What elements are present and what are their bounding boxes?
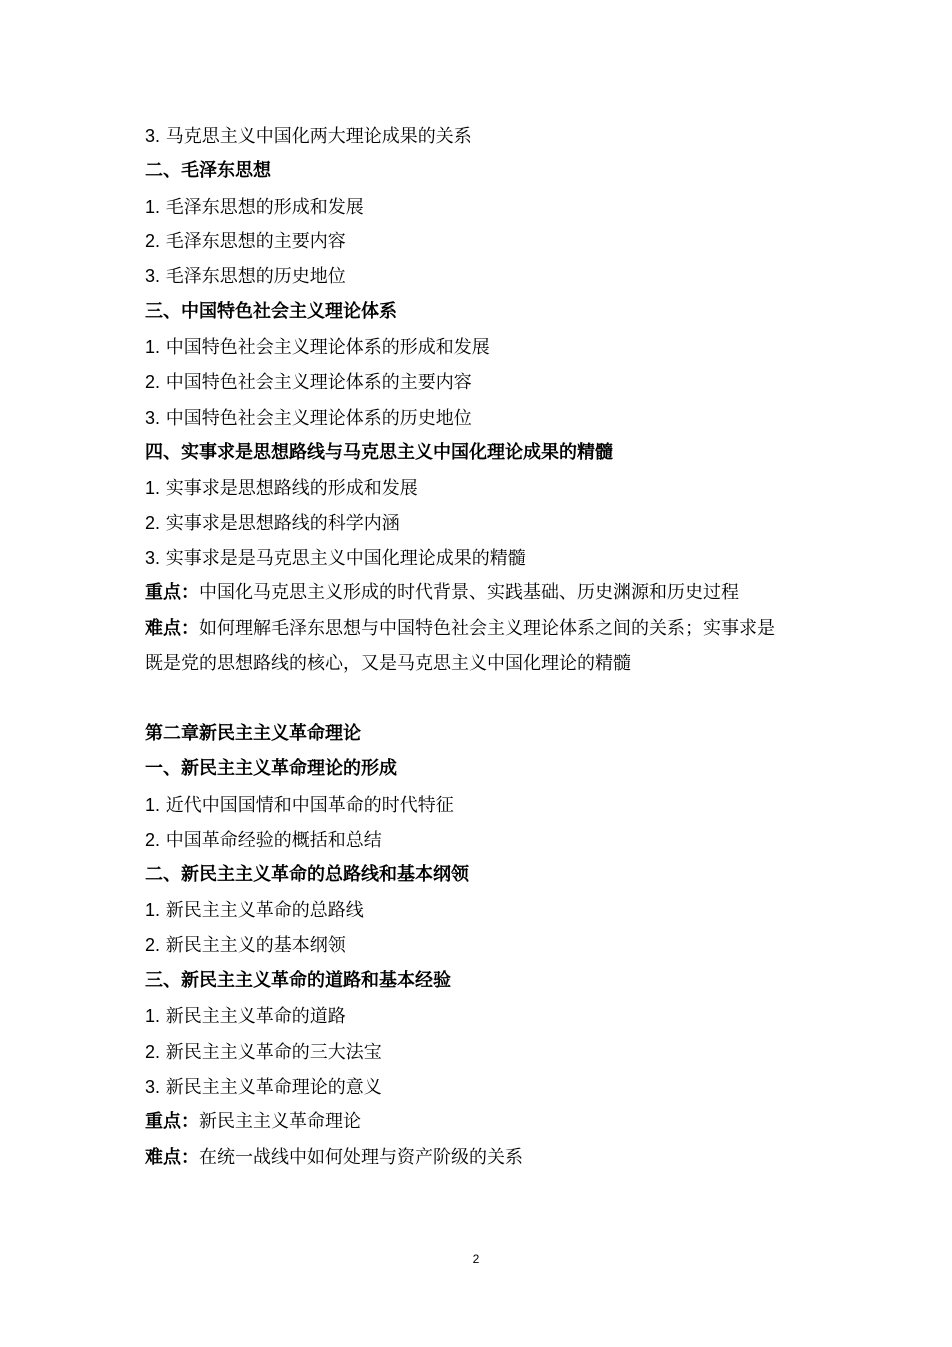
item-text: 马克思主义中国化两大理论成果的关系 — [165, 126, 472, 147]
item-number: 1. — [145, 795, 161, 815]
difficult-point — [145, 1146, 825, 1170]
item-number: 3. — [145, 126, 161, 146]
item-number: 1. — [145, 197, 161, 217]
item-text: 实事求是思想路线的科学内涵 — [165, 513, 400, 534]
section-heading: 三、中国特色社会主义理论体系 — [145, 301, 397, 322]
difficult-point-label: 难点： — [145, 1147, 199, 1168]
item-text: 毛泽东思想的历史地位 — [165, 266, 346, 287]
item-text: 中国特色社会主义理论体系的形成和发展 — [165, 337, 490, 358]
item-text: 近代中国国情和中国革命的时代特征 — [165, 795, 454, 816]
item-number: 3. — [145, 1077, 161, 1097]
list-item — [145, 195, 825, 220]
list-item — [145, 546, 825, 571]
list-item — [145, 828, 825, 853]
list-item — [145, 335, 825, 360]
item-text: 毛泽东思想的形成和发展 — [165, 197, 364, 218]
item-text: 新民主主义革命理论的意义 — [165, 1077, 382, 1098]
item-number: 1. — [145, 337, 161, 357]
list-item — [145, 124, 825, 149]
item-number: 1. — [145, 478, 161, 498]
list-item — [145, 370, 825, 395]
key-point-text: 中国化马克思主义形成的时代背景、实践基础、历史渊源和历史过程 — [199, 582, 739, 603]
item-text: 实事求是思想路线的形成和发展 — [165, 478, 418, 499]
item-text: 中国革命经验的概括和总结 — [165, 830, 382, 851]
list-item — [145, 264, 825, 289]
item-number: 3. — [145, 408, 161, 428]
section-heading: 二、毛泽东思想 — [145, 160, 271, 181]
item-text: 新民主主义的基本纲领 — [165, 935, 346, 956]
list-item — [145, 898, 825, 923]
key-point-label: 重点： — [145, 1111, 199, 1132]
key-point — [145, 1110, 825, 1134]
list-item — [145, 511, 825, 536]
section-heading: 三、新民主主义革命的道路和基本经验 — [145, 970, 451, 991]
list-item — [145, 476, 825, 501]
key-point-text: 新民主主义革命理论 — [199, 1111, 361, 1132]
list-item — [145, 229, 825, 254]
item-text: 中国特色社会主义理论体系的历史地位 — [165, 408, 472, 429]
key-point — [145, 581, 825, 605]
item-number: 1. — [145, 1006, 161, 1026]
difficult-point-text: 在统一战线中如何处理与资产阶级的关系 — [199, 1147, 523, 1168]
item-number: 3. — [145, 266, 161, 286]
difficult-point-label: 难点： — [145, 618, 199, 639]
key-point-label: 重点： — [145, 582, 199, 603]
section-heading: 四、实事求是思想路线与马克思主义中国化理论成果的精髓 — [145, 442, 613, 463]
item-text: 毛泽东思想的主要内容 — [165, 231, 346, 252]
list-item — [145, 793, 825, 818]
item-number: 2. — [145, 372, 161, 392]
difficult-point-continued: 既是党的思想路线的核心，又是马克思主义中国化理论的精髓 — [145, 653, 631, 674]
section-heading: 一、新民主主义革命理论的形成 — [145, 758, 397, 779]
item-number: 3. — [145, 548, 161, 568]
item-text: 新民主主义革命的总路线 — [165, 900, 364, 921]
section-heading: 二、新民主主义革命的总路线和基本纲领 — [145, 864, 469, 885]
item-number: 2. — [145, 1042, 161, 1062]
item-text: 中国特色社会主义理论体系的主要内容 — [165, 372, 472, 393]
list-item — [145, 1075, 825, 1100]
item-text: 新民主主义革命的道路 — [165, 1006, 346, 1027]
item-number: 1. — [145, 900, 161, 920]
item-number: 2. — [145, 935, 161, 955]
item-number: 2. — [145, 231, 161, 251]
item-text: 实事求是是马克思主义中国化理论成果的精髓 — [165, 548, 526, 569]
item-text: 新民主主义革命的三大法宝 — [165, 1042, 382, 1063]
item-number: 2. — [145, 513, 161, 533]
difficult-point — [145, 617, 825, 641]
page-number: 2 — [472, 1252, 480, 1266]
difficult-point-text: 如何理解毛泽东思想与中国特色社会主义理论体系之间的关系；实事求是 — [199, 618, 775, 639]
list-item — [145, 1040, 825, 1065]
list-item — [145, 406, 825, 431]
list-item — [145, 1004, 825, 1029]
list-item — [145, 933, 825, 958]
item-number: 2. — [145, 830, 161, 850]
chapter-title: 第二章新民主主义革命理论 — [145, 723, 361, 744]
